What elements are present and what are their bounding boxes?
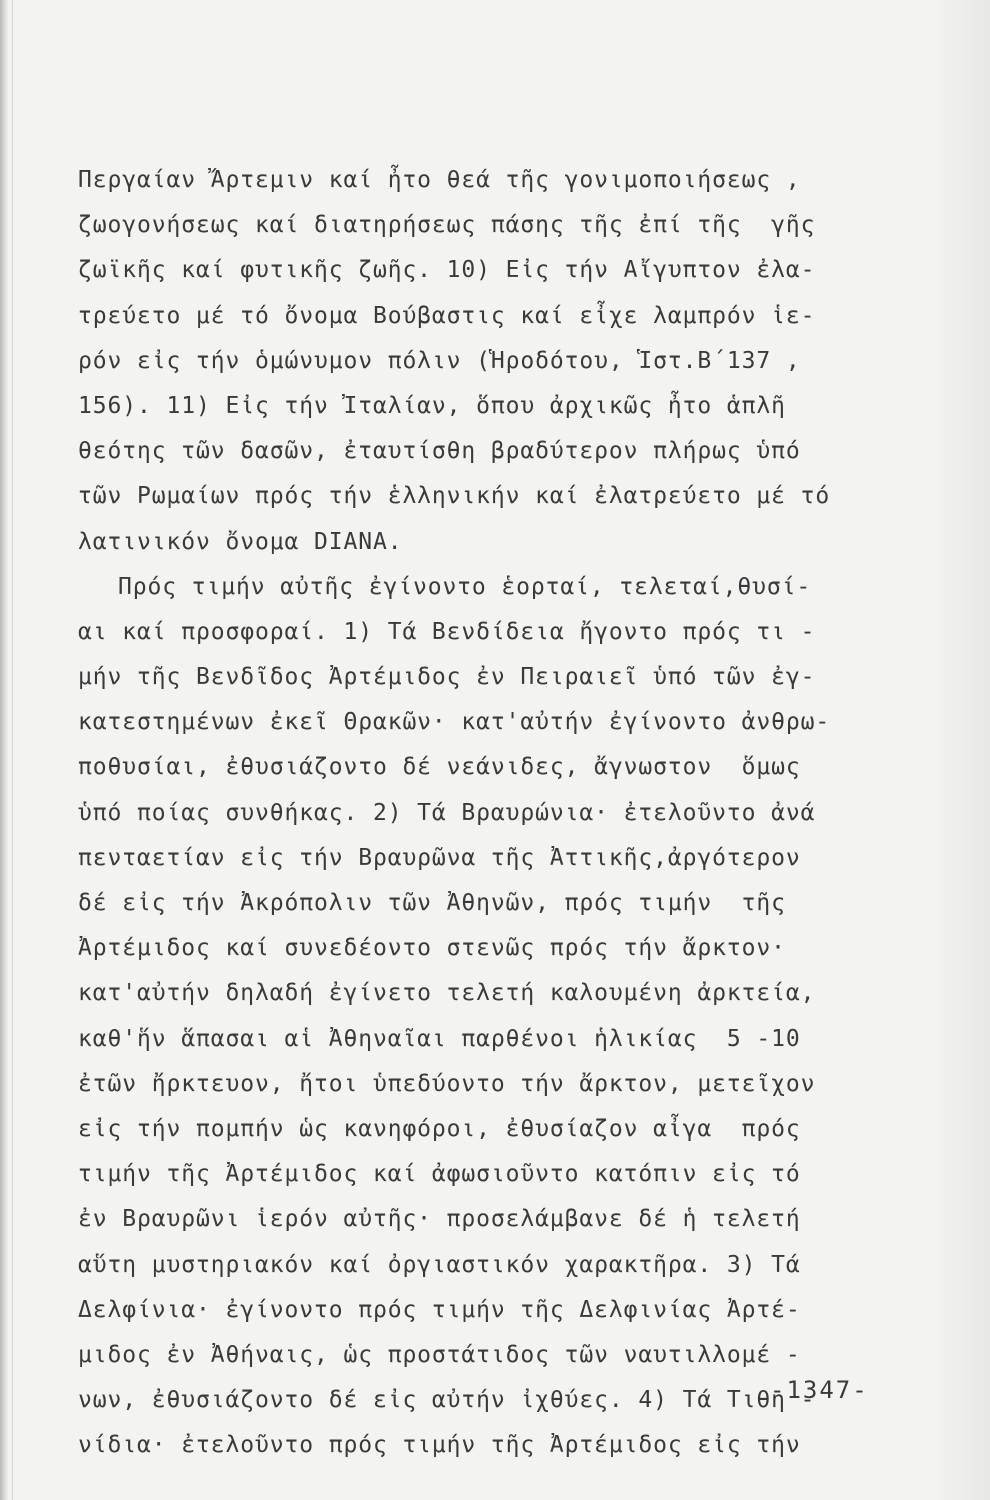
text-line: καθ'ἥν ἅπασαι αἱ Ἀθηναῖαι παρθένοι ἡλικίας 5 -10	[78, 1025, 801, 1052]
text-line: νων, ἐθυσιάζοντο δέ εἰς αὐτήν ἰχθύες. 4) Τά Τιθη -	[78, 1387, 816, 1414]
text-line: τρεύετο μέ τό ὄνομα Βούβαστις καί εἶχε λαμπρόν ἱε-	[78, 302, 816, 329]
page-number: -1347-	[770, 1376, 869, 1404]
text-line: εἰς τήν πομπήν ὡς κανηφόροι, ἐθυσίαζον αἶγα πρός	[78, 1115, 801, 1142]
text-line: ποθυσίαι, ἐθυσιάζοντο δέ νεάνιδες, ἄγνωστον ὅμως	[78, 754, 801, 781]
text-line: ρόν εἰς τήν ὁμώνυμον πόλιν (Ἡροδότου, Ἱστ.Β΄137 ,	[78, 347, 801, 374]
text-line: δέ εἰς τήν Ἀκρόπολιν τῶν Ἀθηνῶν, πρός τιμήν τῆς	[78, 890, 786, 916]
text-line: κατεστημένων ἐκεῖ Θρακῶν· κατ'αὐτήν ἐγίνοντο ἀνθρω-	[78, 709, 831, 736]
text-line: αι καί προσφοραί. 1) Τά Βενδίδεια ἤγοντο πρός τι -	[78, 618, 816, 645]
text-line: ὑπό ποίας συνθήκας. 2) Τά Βραυρώνια· ἐτελοῦντο ἀνά	[78, 799, 816, 826]
text-line: αὕτη μυστηριακόν καί ὀργιαστικόν χαρακτῆρα. 3) Τά	[78, 1251, 801, 1278]
text-line: ζωογονήσεως καί διατηρήσεως πάσης τῆς ἐπί τῆς γῆς	[78, 212, 816, 239]
text-line: ἐν Βραυρῶνι ἱερόν αὐτῆς· προσελάμβανε δέ ἡ τελετή	[78, 1206, 801, 1233]
text-line: 156). 11) Εἰς τήν Ἰταλίαν, ὅπου ἀρχικῶς ἦτο ἁπλῆ	[78, 392, 786, 419]
text-line: πενταετίαν εἰς τήν Βραυρῶνα τῆς Ἀττικῆς,ἀργότερον	[78, 844, 801, 871]
page-binding-line	[12, 0, 13, 1500]
text-line: μήν τῆς Βενδῖδος Ἀρτέμιδος ἐν Πειραιεῖ ὑπό τῶν ἐγ-	[78, 664, 816, 691]
text-line: ζωϊκῆς καί φυτικῆς ζωῆς. 10) Εἰς τήν Αἴγυπτον ἐλα-	[78, 257, 816, 284]
text-line: ἐτῶν ἤρκτευον, ἤτοι ὑπεδύοντο τήν ἄρκτον, μετεῖχον	[78, 1070, 816, 1097]
text-line: Δελφίνια· ἐγίνοντο πρός τιμήν τῆς Δελφινίας Ἀρτέ-	[78, 1296, 801, 1323]
text-line: Ἀρτέμιδος καί συνεδέοντο στενῶς πρός τήν ἄρκτον·	[78, 935, 786, 962]
page-binding-edge	[0, 0, 8, 1500]
paragraph-start-line: Πρός τιμήν αὐτῆς ἐγίνοντο ἑορταί, τελεταί,θυσί-	[118, 573, 812, 600]
text-line: θεότης τῶν δασῶν, ἐταυτίσθη βραδύτερον πλήρως ὑπό	[78, 438, 801, 465]
text-line: μιδος ἐν Ἀθήναις, ὡς προστάτιδος τῶν ναυτιλλομέ -	[78, 1341, 801, 1368]
body-text	[78, 158, 918, 1468]
text-line: λατινικόν ὄνομα DIANA.	[78, 528, 403, 555]
text-line: κατ'αὐτήν δηλαδή ἐγίνετο τελετή καλουμένη ἀρκτεία,	[78, 980, 816, 1007]
text-line: τιμήν τῆς Ἀρτέμιδος καί ἀφωσιοῦντο κατόπιν εἰς τό	[78, 1161, 801, 1188]
page-shadow	[930, 0, 990, 1500]
text-line: νίδια· ἐτελοῦντο πρός τιμήν τῆς Ἀρτέμιδος εἰς τήν	[78, 1432, 801, 1459]
text-line: Περγαίαν Ἄρτεμιν καί ἦτο θεά τῆς γονιμοποιήσεως ,	[78, 167, 801, 193]
text-line: τῶν Ρωμαίων πρός τήν ἑλληνικήν καί ἐλατρεύετο μέ τό	[78, 483, 831, 510]
